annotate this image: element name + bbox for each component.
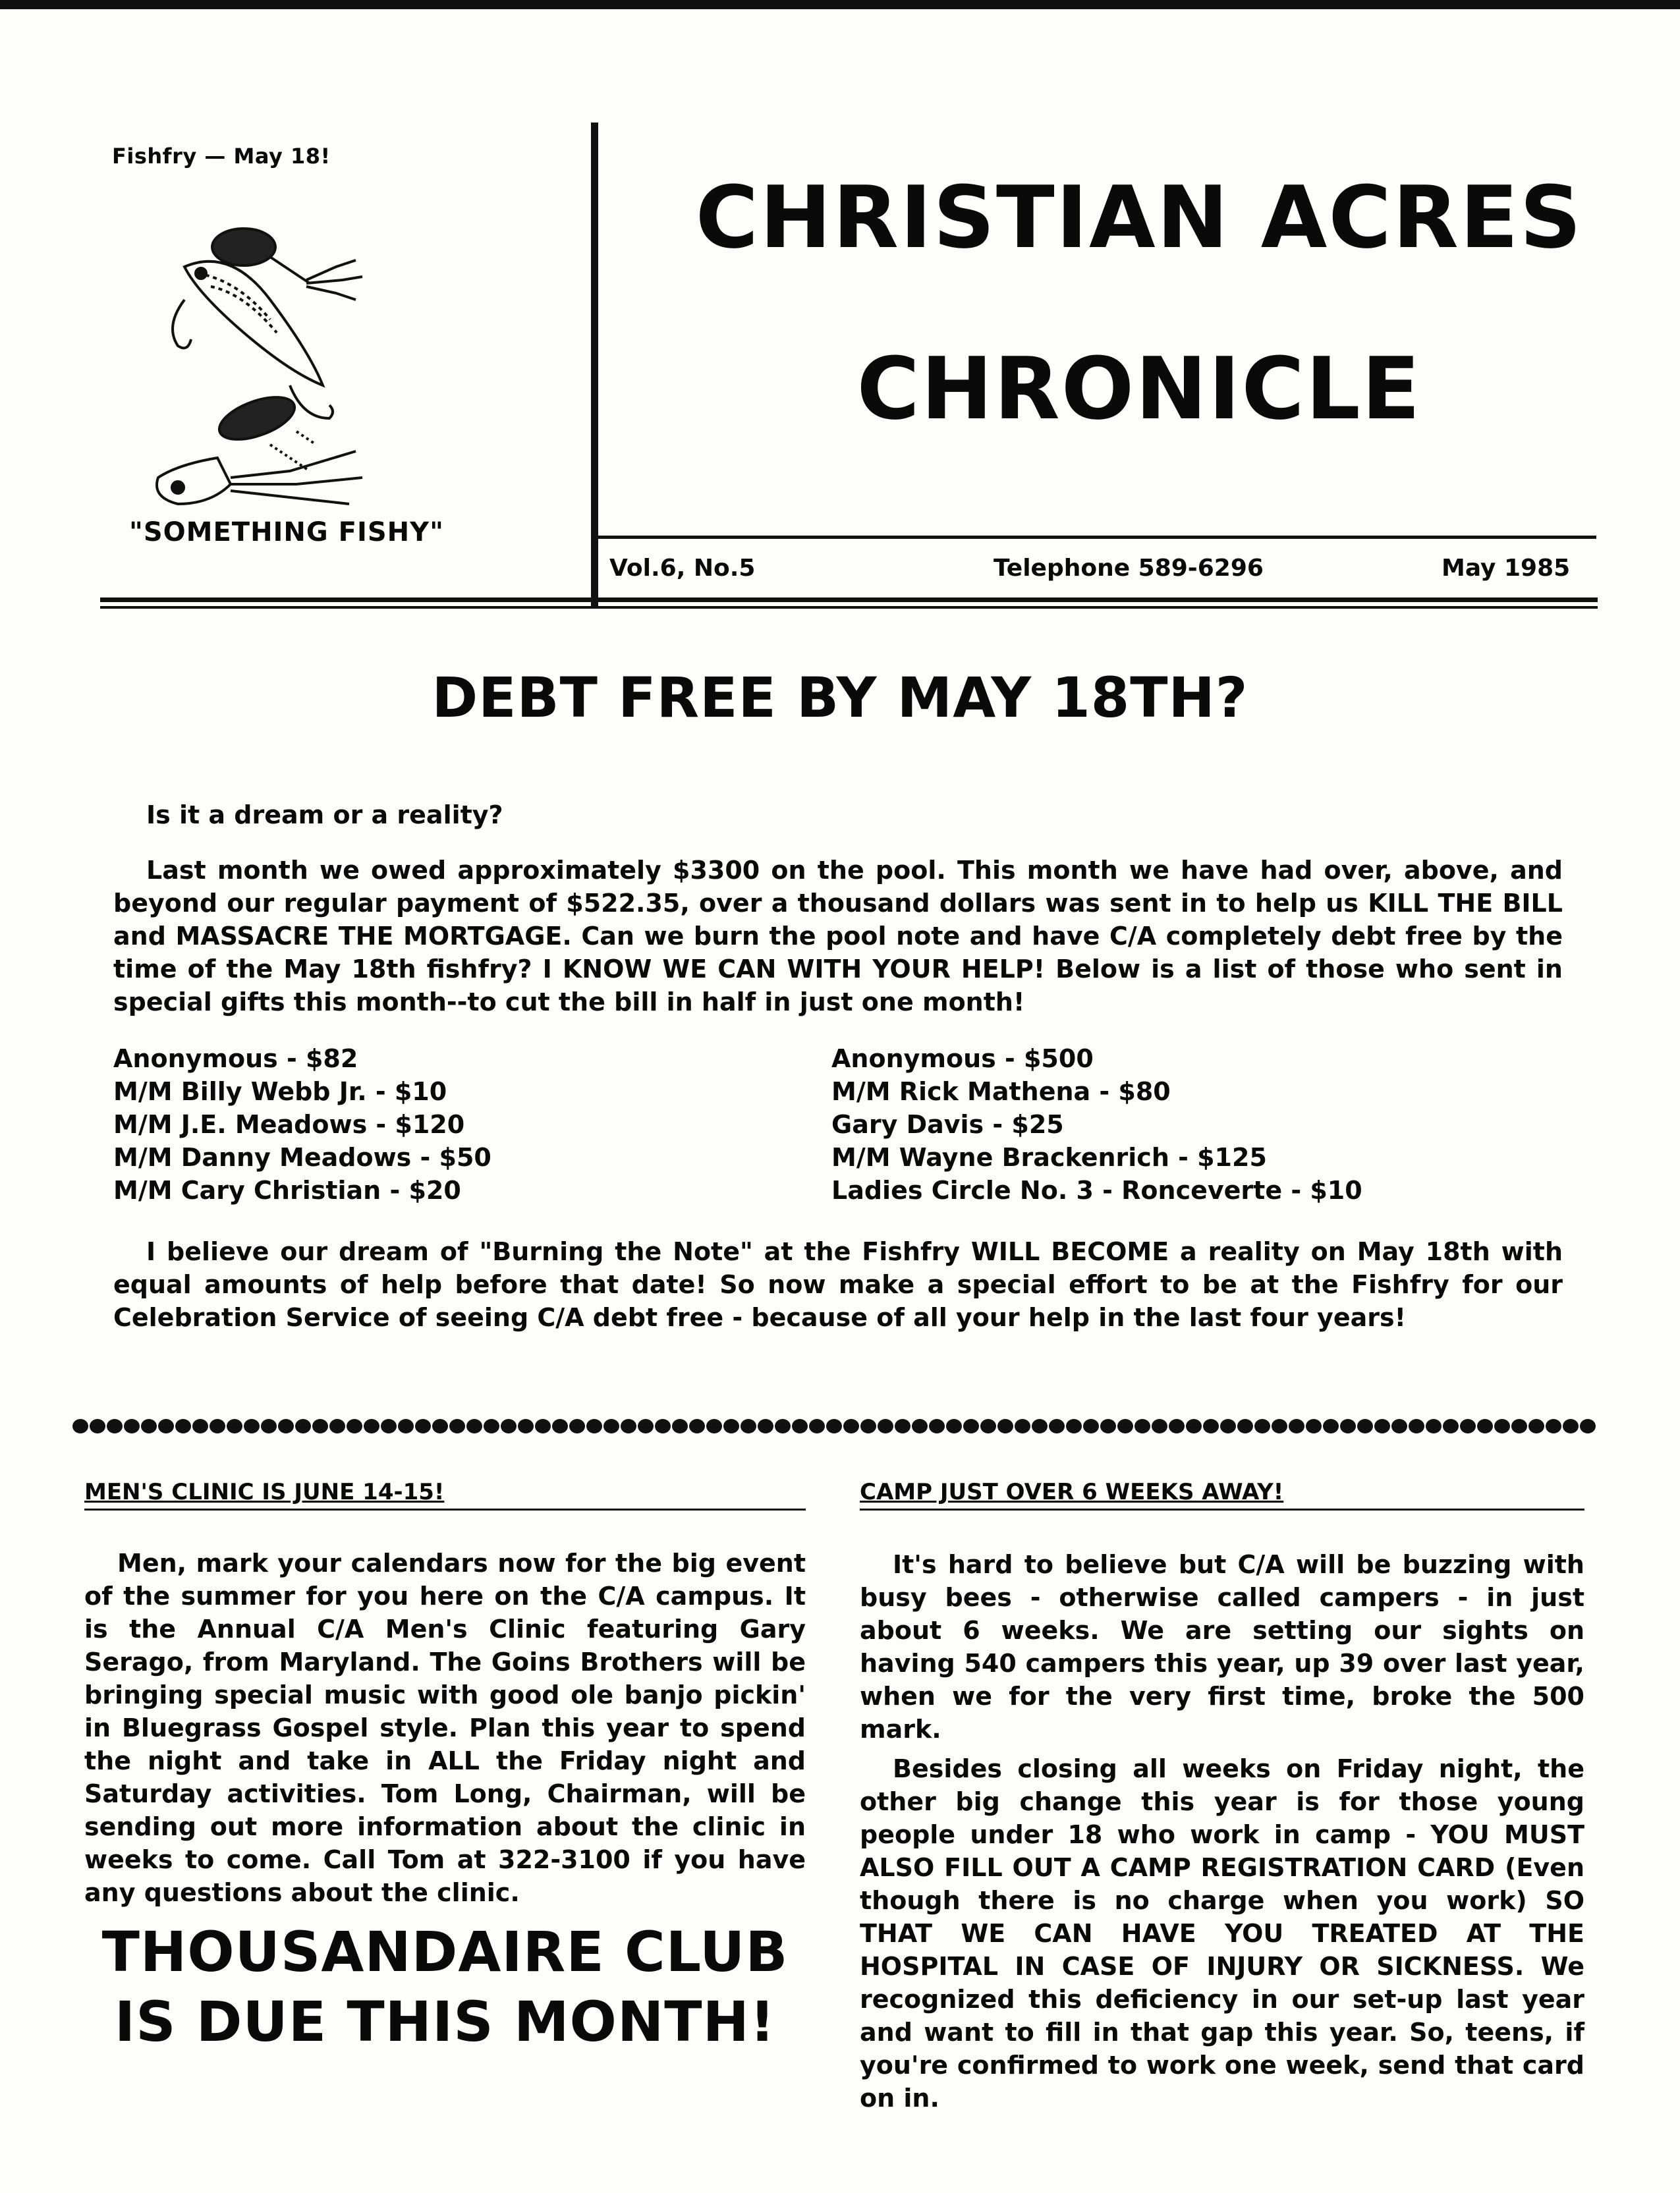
separator-dot bbox=[347, 1419, 362, 1433]
lead-paragraph-2 bbox=[113, 1235, 1563, 1334]
separator-dot bbox=[295, 1419, 311, 1433]
separator-dot bbox=[1580, 1419, 1596, 1433]
separator-dot bbox=[415, 1419, 431, 1433]
separator-dot bbox=[158, 1419, 174, 1433]
separator-dot bbox=[449, 1419, 465, 1433]
separator-dot bbox=[1015, 1419, 1030, 1433]
separator-dot bbox=[586, 1419, 602, 1433]
para2-text-end: of seeing C/A debt free - because of all your help in the last four years! bbox=[389, 1303, 1406, 1332]
separator-dot bbox=[963, 1419, 979, 1433]
masthead-caption: "SOMETHING FISHY" bbox=[129, 517, 444, 547]
camp-rule bbox=[860, 1509, 1584, 1511]
masthead-divider bbox=[591, 123, 598, 606]
separator-dot bbox=[364, 1419, 379, 1433]
separator-dot bbox=[398, 1419, 414, 1433]
donor-entry: M/M J.E. Meadows - $120 bbox=[113, 1110, 465, 1139]
separator-dot bbox=[1220, 1419, 1236, 1433]
lead-intro: Is it a dream or a reality? bbox=[146, 800, 503, 829]
donor-entry: M/M Billy Webb Jr. - $10 bbox=[113, 1077, 447, 1106]
masthead-rule-thick bbox=[100, 597, 1598, 602]
donor-entry: Ladies Circle No. 3 - Ronceverte - $10 bbox=[831, 1176, 1362, 1205]
separator-dot bbox=[1049, 1419, 1065, 1433]
separator-dot bbox=[1340, 1419, 1356, 1433]
separator-dot bbox=[1203, 1419, 1219, 1433]
page-top-edge bbox=[0, 0, 1680, 9]
dotted-separator bbox=[71, 1415, 1598, 1437]
camp-paragraph-2: Besides closing all weeks on Friday night, the other big change this year is for those young people under 18 who work in camp - YOU MUST ALSO FILL OUT A CAMP REGISTRATION CARD (Even though there is no charge when you work) SO THAT WE CAN HAVE YOU TREATED AT THE HOSPITAL IN CASE OF INJURY OR SICKNESS. We recognized this deficiency in our set-up last year and want to fill in that gap this year. So, teens, if you're confirmed to work one week, send that card on in. bbox=[860, 1754, 1584, 2113]
separator-dot bbox=[569, 1419, 585, 1433]
separator-dot bbox=[535, 1419, 551, 1433]
separator-dot bbox=[278, 1419, 294, 1433]
fishing-lures-illustration-icon bbox=[138, 221, 428, 524]
fishfry-promo: Fishfry — May 18! bbox=[112, 144, 331, 169]
separator-dot bbox=[72, 1419, 88, 1433]
separator-dot bbox=[1272, 1419, 1287, 1433]
separator-dot bbox=[312, 1419, 328, 1433]
separator-dot bbox=[192, 1419, 208, 1433]
separator-dot bbox=[912, 1419, 928, 1433]
separator-dot bbox=[107, 1419, 123, 1433]
separator-dot bbox=[466, 1419, 482, 1433]
thousandaire-line2: IS DUE THIS MONTH! bbox=[114, 1989, 776, 2054]
separator-dot bbox=[929, 1419, 945, 1433]
separator-dot bbox=[689, 1419, 705, 1433]
separator-dot bbox=[1443, 1419, 1459, 1433]
separator-dot bbox=[1563, 1419, 1579, 1433]
separator-dot bbox=[775, 1419, 791, 1433]
separator-dot bbox=[1117, 1419, 1133, 1433]
separator-dot bbox=[826, 1419, 842, 1433]
separator-dot bbox=[655, 1419, 671, 1433]
separator-dot bbox=[878, 1419, 893, 1433]
separator-dot bbox=[432, 1419, 448, 1433]
donor-entry: Gary Davis - $25 bbox=[831, 1110, 1064, 1139]
separator-dot bbox=[329, 1419, 345, 1433]
separator-dot bbox=[946, 1419, 962, 1433]
separator-dot bbox=[1083, 1419, 1099, 1433]
thousandaire-banner bbox=[84, 1917, 806, 2057]
donor-entry: Anonymous - $82 bbox=[113, 1044, 358, 1073]
separator-dot bbox=[1254, 1419, 1270, 1433]
separator-dot bbox=[980, 1419, 996, 1433]
donor-list-left bbox=[113, 1042, 491, 1207]
separator-dot bbox=[141, 1419, 157, 1433]
separator-dot bbox=[1426, 1419, 1442, 1433]
celebration-service-emphasis: Celebration Service bbox=[113, 1303, 390, 1332]
separator-dot bbox=[1409, 1419, 1424, 1433]
separator-dot bbox=[621, 1419, 636, 1433]
separator-dot bbox=[484, 1419, 499, 1433]
camp-body bbox=[860, 1548, 1584, 2115]
separator-dot bbox=[1169, 1419, 1185, 1433]
separator-dot bbox=[518, 1419, 534, 1433]
separator-dot bbox=[175, 1419, 191, 1433]
separator-dot bbox=[1152, 1419, 1167, 1433]
donor-list-right bbox=[831, 1042, 1362, 1207]
separator-dot bbox=[261, 1419, 277, 1433]
separator-dot bbox=[1306, 1419, 1322, 1433]
separator-dot bbox=[1032, 1419, 1048, 1433]
separator-dot bbox=[1323, 1419, 1339, 1433]
separator-dot bbox=[1528, 1419, 1544, 1433]
separator-dot bbox=[1066, 1419, 1082, 1433]
donor-entry: Anonymous - $500 bbox=[831, 1044, 1094, 1073]
separator-dot bbox=[603, 1419, 619, 1433]
separator-dot bbox=[90, 1419, 105, 1433]
volume-number: Vol.6, No.5 bbox=[609, 555, 756, 582]
mens-clinic-heading: MEN'S CLINIC IS JUNE 14-15! bbox=[84, 1479, 445, 1505]
donor-entry: M/M Wayne Brackenrich - $125 bbox=[831, 1143, 1267, 1172]
separator-dot bbox=[1494, 1419, 1510, 1433]
separator-dot bbox=[1134, 1419, 1150, 1433]
separator-dot bbox=[227, 1419, 242, 1433]
separator-dot bbox=[758, 1419, 773, 1433]
camp-heading: CAMP JUST OVER 6 WEEKS AWAY! bbox=[860, 1479, 1284, 1505]
separator-dot bbox=[1289, 1419, 1304, 1433]
separator-dot bbox=[723, 1419, 739, 1433]
separator-dot bbox=[809, 1419, 825, 1433]
separator-dot bbox=[1546, 1419, 1561, 1433]
thousandaire-line1: THOUSANDAIRE CLUB bbox=[101, 1920, 789, 1984]
separator-dot bbox=[860, 1419, 876, 1433]
separator-dot bbox=[1460, 1419, 1476, 1433]
separator-dot bbox=[638, 1419, 654, 1433]
separator-dot bbox=[552, 1419, 568, 1433]
separator-dot bbox=[997, 1419, 1013, 1433]
separator-dot bbox=[124, 1419, 140, 1433]
lead-paragraph-1: Last month we owed approximately $3300 on the pool. This month we have had over, above, and beyond our regular payment of $522.35, over a thousand dollars was sent in to help us KILL THE BILL and MASSACRE THE MORTGAGE. Can we burn the pool note and have C/A completely debt free by the time of the May 18th fishfry? I KNOW WE CAN WITH YOUR HELP! Below is a list of those who sent in special gifts this month--to cut the bill in half in just one month! bbox=[113, 856, 1563, 1016]
separator-dot bbox=[1357, 1419, 1373, 1433]
donor-entry: M/M Cary Christian - $20 bbox=[113, 1176, 461, 1205]
telephone: Telephone 589-6296 bbox=[994, 555, 1264, 582]
separator-dot bbox=[1511, 1419, 1527, 1433]
separator-dot bbox=[1186, 1419, 1202, 1433]
separator-dot bbox=[741, 1419, 756, 1433]
separator-dot bbox=[1100, 1419, 1116, 1433]
separator-dot bbox=[244, 1419, 260, 1433]
separator-dot bbox=[210, 1419, 225, 1433]
separator-dot bbox=[843, 1419, 859, 1433]
issue-date: May 1985 bbox=[1442, 555, 1571, 582]
newsletter-title-line1: CHRISTIAN ACRES bbox=[695, 167, 1583, 267]
separator-dot bbox=[381, 1419, 397, 1433]
lead-headline: DEBT FREE BY MAY 18TH? bbox=[432, 665, 1248, 730]
separator-dot bbox=[1237, 1419, 1253, 1433]
masthead-rule-thin bbox=[100, 606, 1598, 609]
masthead-meta-rule bbox=[598, 536, 1596, 539]
para2-text-start: I believe our dream of "Burning the Note" at the Fishfry WILL BECOME a reality on May 18th with equal amounts of help before that date! So now make a special effort to be at the Fishfry for our bbox=[113, 1237, 1563, 1299]
separator-dot bbox=[501, 1419, 517, 1433]
separator-dot bbox=[1391, 1419, 1407, 1433]
mens-clinic-rule bbox=[84, 1509, 806, 1511]
newsletter-title-line2: CHRONICLE bbox=[856, 339, 1422, 439]
separator-dot bbox=[1477, 1419, 1493, 1433]
donor-entry: M/M Danny Meadows - $50 bbox=[113, 1143, 491, 1172]
separator-dot bbox=[672, 1419, 688, 1433]
camp-paragraph-1: It's hard to believe but C/A will be buzzing with busy bees - otherwise called campers - in just about 6 weeks. We are setting our sights on having 540 campers this year, up 39 over last year, when we for the very first time, broke the 500 mark. bbox=[860, 1550, 1584, 1744]
mens-clinic-body: Men, mark your calendars now for the big event of the summer for you here on the C/A campus. It is the Annual C/A Men's Clinic featuring Gary Serago, from Maryland. The Goins Brothers will be bringing special music with good ole banjo pickin' in Bluegrass Gospel style. Plan this year to spend the night and take in ALL the Friday night and Saturday activities. Tom Long, Chairman, will be sending out more information about the clinic in weeks to come. Call Tom at 322-3100 if you have any questions about the clinic. bbox=[84, 1549, 806, 1907]
separator-dot bbox=[895, 1419, 910, 1433]
separator-dot bbox=[792, 1419, 808, 1433]
separator-dot bbox=[706, 1419, 722, 1433]
separator-dot bbox=[1374, 1419, 1390, 1433]
donor-entry: M/M Rick Mathena - $80 bbox=[831, 1077, 1171, 1106]
